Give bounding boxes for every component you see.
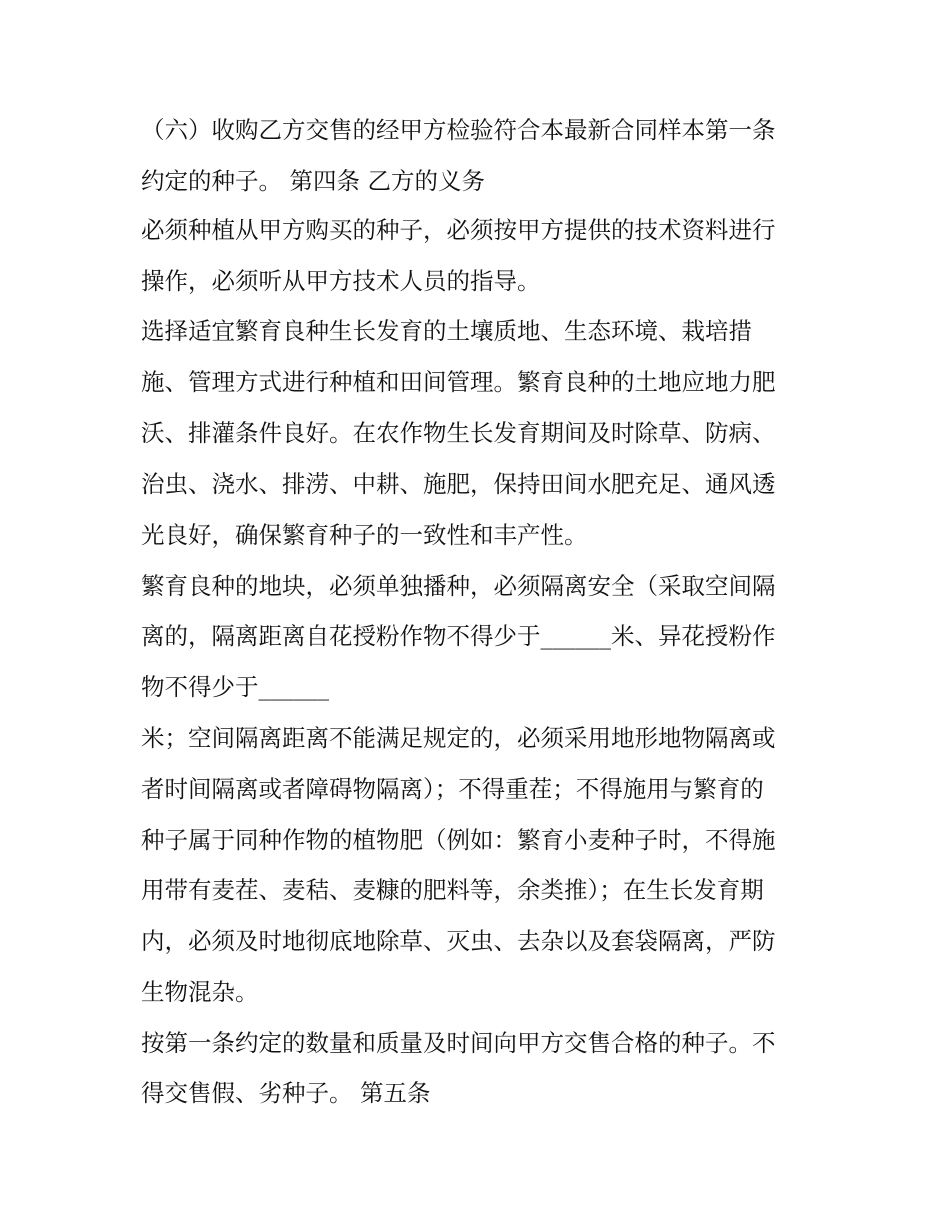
text-line: 治虫、浇水、排涝、中耕、施肥，保持田间水肥充足、通风透 — [141, 470, 776, 498]
text-line: 米；空间隔离距离不能满足规定的，必须采用地形地物隔离或 — [141, 724, 776, 752]
text-line: 用带有麦茬、麦秸、麦糠的肥料等，余类推）；在生长发育期 — [141, 876, 764, 904]
text-line: 约定的种子。 第四条 乙方的义务 — [141, 167, 485, 195]
text-line: 按第一条约定的数量和质量及时间向甲方交售合格的种子。不 — [141, 1029, 776, 1057]
text-line: 生物混杂。 — [141, 978, 259, 1006]
text-line: 选择适宜繁育良种生长发育的土壤质地、生态环境、栽培措 — [141, 317, 752, 345]
text-line: （六）收购乙方交售的经甲方检验符合本最新合同样本第一条 — [141, 116, 776, 144]
text-line: 种子属于同种作物的植物肥（例如：繁育小麦种子时，不得施 — [141, 826, 776, 854]
text-line: 内，必须及时地彻底地除草、灭虫、去杂以及套袋隔离，严防 — [141, 927, 776, 955]
text-line: 施、管理方式进行种植和田间管理。繁育良种的土地应地力肥 — [141, 368, 776, 396]
text-line: 操作，必须听从甲方技术人员的指导。 — [141, 267, 541, 295]
text-line: 沃、排灌条件良好。在农作物生长发育期间及时除草、防病、 — [141, 419, 776, 447]
text-line: 必须种植从甲方购买的种子，必须按甲方提供的技术资料进行 — [141, 216, 776, 244]
text-line: 者时间隔离或者障碍物隔离）；不得重茬；不得施用与繁育的 — [141, 775, 764, 803]
text-line: 物不得少于______ — [141, 673, 329, 701]
text-line: 得交售假、劣种子。 第五条 — [141, 1079, 431, 1107]
text-line: 光良好，确保繁育种子的一致性和丰产性。 — [141, 521, 588, 549]
text-line: 繁育良种的地块，必须单独播种，必须隔离安全（采取空间隔 — [141, 572, 776, 600]
text-line: 离的，隔离距离自花授粉作物不得少于______米、异花授粉作 — [141, 622, 776, 650]
